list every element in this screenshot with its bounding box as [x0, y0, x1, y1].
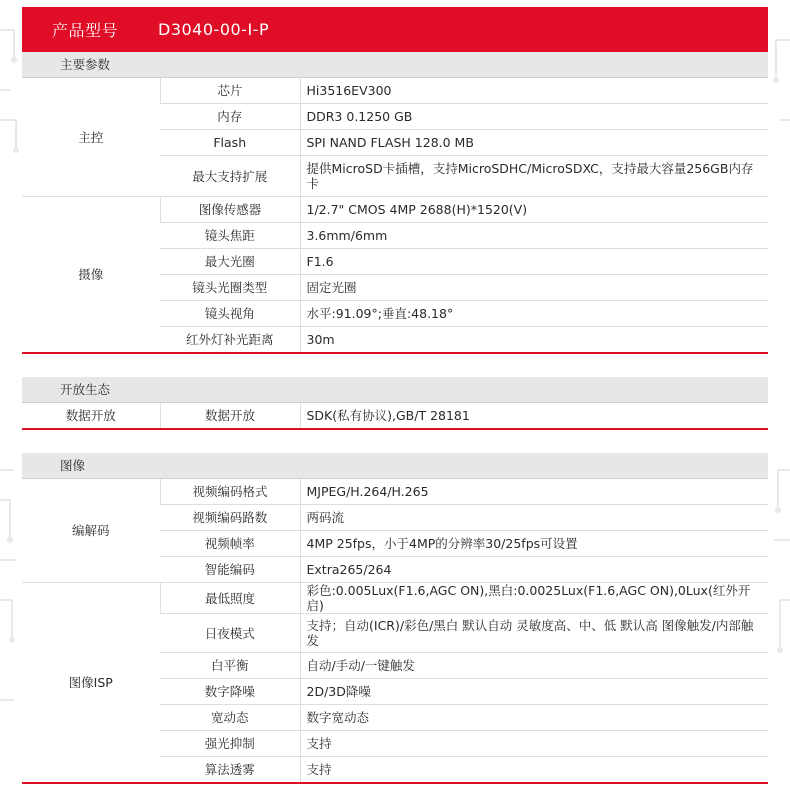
product-model-value: D3040-00-I-P	[158, 20, 270, 39]
row-label: 最大光圈	[160, 249, 300, 275]
row-value: 提供MicroSD卡插槽，支持MicroSDHC/MicroSDXC，支持最大容量256GB内存卡	[300, 156, 768, 197]
row-value: 彩色:0.005Lux(F1.6,AGC ON),黑白:0.0025Lux(F1.6,AGC ON),0Lux(红外开启)	[300, 583, 768, 614]
row-label: 算法透雾	[160, 757, 300, 784]
row-label: 日夜模式	[160, 614, 300, 653]
row-value: Hi3516EV300	[300, 78, 768, 104]
row-label: 宽动态	[160, 705, 300, 731]
row-value: 2D/3D降噪	[300, 679, 768, 705]
row-label: Flash	[160, 130, 300, 156]
row-label: 镜头焦距	[160, 223, 300, 249]
spec-sheet	[22, 0, 768, 784]
row-value: 1/2.7" CMOS 4MP 2688(H)*1520(V)	[300, 197, 768, 223]
section-title: 开放生态	[22, 377, 768, 403]
row-value: F1.6	[300, 249, 768, 275]
group-name-isp: 图像ISP	[22, 583, 160, 784]
main-params-table	[22, 52, 768, 354]
table-row	[22, 479, 768, 505]
row-label: 内存	[160, 104, 300, 130]
row-value: 两码流	[300, 505, 768, 531]
row-value: 自动/手动/一键触发	[300, 653, 768, 679]
product-model-header	[22, 7, 768, 52]
row-label: 视频编码格式	[160, 479, 300, 505]
section-header-open	[22, 377, 768, 403]
section-title: 图像	[22, 453, 768, 479]
row-value: 支持；自动(ICR)/彩色/黑白 默认自动 灵敏度高、中、低 默认高 图像触发/内部触发	[300, 614, 768, 653]
image-table	[22, 453, 768, 784]
row-label: 视频编码路数	[160, 505, 300, 531]
group-name-camera: 摄像	[22, 197, 160, 354]
row-label: 白平衡	[160, 653, 300, 679]
section-title: 主要参数	[22, 52, 768, 78]
table-row	[22, 583, 768, 614]
row-value: 支持	[300, 757, 768, 784]
section-header-image	[22, 453, 768, 479]
row-label: 图像传感器	[160, 197, 300, 223]
group-name-control: 主控	[22, 78, 160, 197]
row-label: 最大支持扩展	[160, 156, 300, 197]
row-label: 视频帧率	[160, 531, 300, 557]
section-header-main	[22, 52, 768, 78]
row-label: 镜头光圈类型	[160, 275, 300, 301]
product-model-label: 产品型号	[52, 21, 119, 40]
open-ecosystem-table	[22, 377, 768, 430]
row-label: 智能编码	[160, 557, 300, 583]
group-name-data: 数据开放	[22, 403, 160, 430]
row-label: 最低照度	[160, 583, 300, 614]
row-value: DDR3 0.1250 GB	[300, 104, 768, 130]
row-label: 芯片	[160, 78, 300, 104]
row-value: 3.6mm/6mm	[300, 223, 768, 249]
row-value: SPI NAND FLASH 128.0 MB	[300, 130, 768, 156]
row-label: 数据开放	[160, 403, 300, 430]
row-value: 数字宽动态	[300, 705, 768, 731]
row-value: SDK(私有协议),GB/T 28181	[300, 403, 768, 430]
row-value: 固定光圈	[300, 275, 768, 301]
table-row	[22, 403, 768, 430]
row-value: 水平:91.09°;垂直:48.18°	[300, 301, 768, 327]
row-label: 数字降噪	[160, 679, 300, 705]
row-value: 支持	[300, 731, 768, 757]
row-value: 30m	[300, 327, 768, 354]
row-label: 镜头视角	[160, 301, 300, 327]
table-row	[22, 78, 768, 104]
table-row	[22, 197, 768, 223]
row-label: 强光抑制	[160, 731, 300, 757]
row-value: 4MP 25fps，小于4MP的分辨率30/25fps可设置	[300, 531, 768, 557]
group-name-codec: 编解码	[22, 479, 160, 583]
row-value: Extra265/264	[300, 557, 768, 583]
row-label: 红外灯补光距离	[160, 327, 300, 354]
row-value: MJPEG/H.264/H.265	[300, 479, 768, 505]
